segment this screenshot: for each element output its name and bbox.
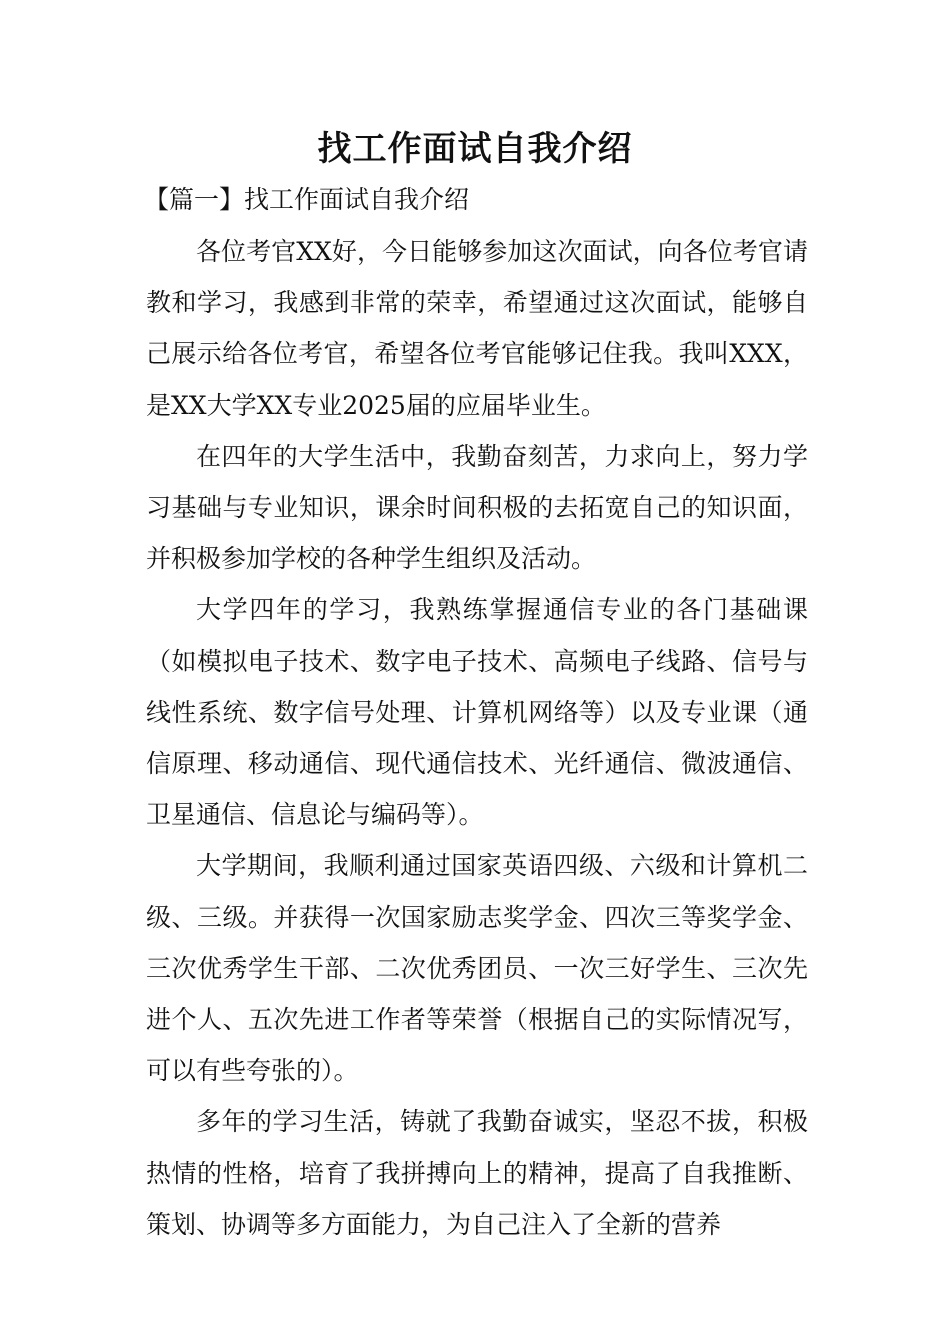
paragraph: 大学期间，我顺利通过国家英语四级、六级和计算机二级、三级。并获得一次国家励志奖学金、四次三等奖学金、三次优秀学生干部、二次优秀团员、一次三好学生、三次先进个人、五次先进工作者等荣誉（根据自己的实际情况写，可以有些夸张的）。 [146, 851, 808, 1086]
document-body [146, 226, 808, 1250]
section-heading: 【篇一】找工作面试自我介绍 [144, 185, 470, 214]
document-title: 找工作面试自我介绍 [317, 129, 633, 169]
paragraph: 在四年的大学生活中，我勤奋刻苦，力求向上，努力学习基础与专业知识，课余时间积极的去拓宽自己的知识面，并积极参加学校的各种学生组织及活动。 [146, 441, 808, 574]
paragraph: 大学四年的学习，我熟练掌握通信专业的各门基础课（如模拟电子技术、数字电子技术、高频电子线路、信号与线性系统、数字信号处理、计算机网络等）以及专业课（通信原理、移动通信、现代通信技术、光纤通信、微波通信、卫星通信、信息论与编码等）。 [146, 595, 808, 830]
paragraph: 多年的学习生活，铸就了我勤奋诚实，坚忍不拔，积极热情的性格，培育了我拼搏向上的精神，提高了自我推断、策划、协调等多方面能力，为自己注入了全新的营养 [146, 1107, 808, 1239]
paragraph: 各位考官XX好，今日能够参加这次面试，向各位考官请教和学习，我感到非常的荣幸，希望通过这次面试，能够自己展示给各位考官，希望各位考官能够记住我。我叫XXX，是XX大学XX专业2025届的应届毕业生。 [146, 237, 808, 420]
